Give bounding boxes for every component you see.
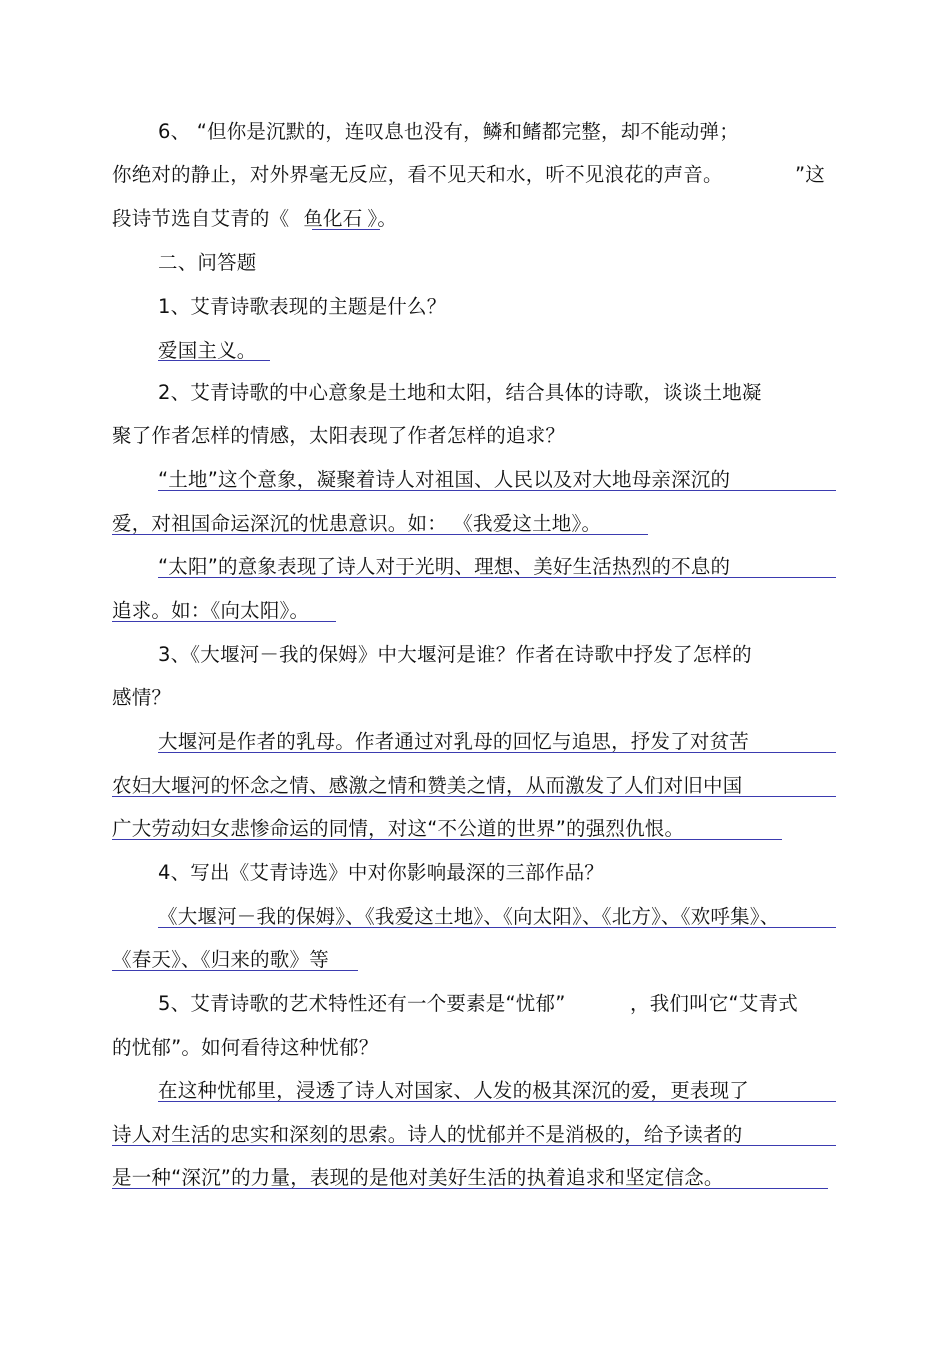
q5-answer-underline-1 [158,1101,836,1102]
q2-answer-line-3: “太阳”的意象表现了诗人对于光明、理想、美好生活热烈的不息的 [158,555,731,578]
q3-answer-line-1: 大堰河是作者的乳母。作者通过对乳母的回忆与追思，抒发了对贫苦 [158,730,750,753]
q2-question-line-1: 2、艾青诗歌的中心意象是土地和太阳，结合具体的诗歌，谈谈土地凝 [158,381,762,404]
q2-answer-underline-2 [112,534,648,535]
q4-answer-underline-1 [158,927,836,928]
q1-question: 1、艾青诗歌表现的主题是什么？ [158,295,447,318]
q4-answer-line-1: 《大堰河－我的保姆》、《我爱这土地》、《向太阳》、《北方》、《欢呼集》、 [158,905,780,928]
q5-answer-underline-2 [112,1145,836,1146]
q3-answer-underline-2 [112,796,836,797]
q1-answer-underline [158,360,270,361]
q5-answer-line-1: 在这种忧郁里，浸透了诗人对国家、人发的极其深沉的爱，更表现了 [158,1079,750,1102]
q2-question-line-2: 聚了作者怎样的情感，太阳表现了作者怎样的追求？ [112,424,566,447]
q2-answer-underline-4 [112,621,336,622]
q4-question: 4、写出《艾青诗选》中对你影响最深的三部作品？ [158,861,605,884]
q6-line-2: 你绝对的静止，对外界毫无反应，看不见天和水，听不见浪花的声音。 [112,163,723,186]
q1-answer: 爱国主义。 [158,339,257,362]
q5-question-line-1a: 5、艾青诗歌的艺术特性还有一个要素是“忧郁” [158,992,566,1015]
q2-answer-underline-3 [158,577,836,578]
q6-line-3-suffix: 》。 [367,207,398,230]
q2-answer-line-1: “土地”这个意象，凝聚着诗人对祖国、人民以及对大地母亲深沉的 [158,468,731,491]
q5-question-line-2: 的忧郁”。如何看待这种忧郁？ [112,1036,379,1059]
q3-question-line-2: 感情？ [112,686,172,709]
q2-answer-underline-1 [158,490,836,491]
q2-answer-line-2: 爱，对祖国命运深沉的忧患意识。如： 《我爱这土地》。 [112,512,602,535]
q5-answer-line-3: 是一种“深沉”的力量，表现的是他对美好生活的执着追求和坚定信念。 [112,1166,724,1189]
q3-question-line-1: 3、《大堰河－我的保姆》中大堰河是谁？作者在诗歌中抒发了怎样的 [158,643,752,666]
q5-question-line-1b: ，我们叫它“艾青式 [630,992,798,1015]
q3-answer-underline-3 [112,839,782,840]
q6-answer-underline [312,229,380,230]
q4-answer-line-2: 《春天》、《归来的歌》等 [112,948,329,971]
q4-answer-underline-2 [112,970,358,971]
section-title: 二、问答题 [158,251,257,274]
q5-answer-underline-3 [112,1188,828,1189]
q6-answer: 鱼化石 [303,207,363,230]
q6-line-3-prefix: 段诗节选自艾青的《 [112,207,290,230]
q6-line-1: 6、 “但你是沉默的，连叹息也没有，鳞和鳍都完整，却不能动弹； [158,120,739,143]
q3-answer-line-3: 广大劳动妇女悲惨命运的同情，对这“不公道的世界”的强烈仇恨。 [112,817,685,840]
q5-answer-line-2: 诗人对生活的忠实和深刻的思索。诗人的忧郁并不是消极的，给予读者的 [112,1123,743,1146]
q3-answer-line-2: 农妇大堰河的怀念之情、感激之情和赞美之情，从而激发了人们对旧中国 [112,774,743,797]
q6-line-2-end: ”这 [795,163,826,186]
q2-answer-line-4: 追求。如：《向太阳》。 [112,599,310,622]
q3-answer-underline-1 [158,752,836,753]
